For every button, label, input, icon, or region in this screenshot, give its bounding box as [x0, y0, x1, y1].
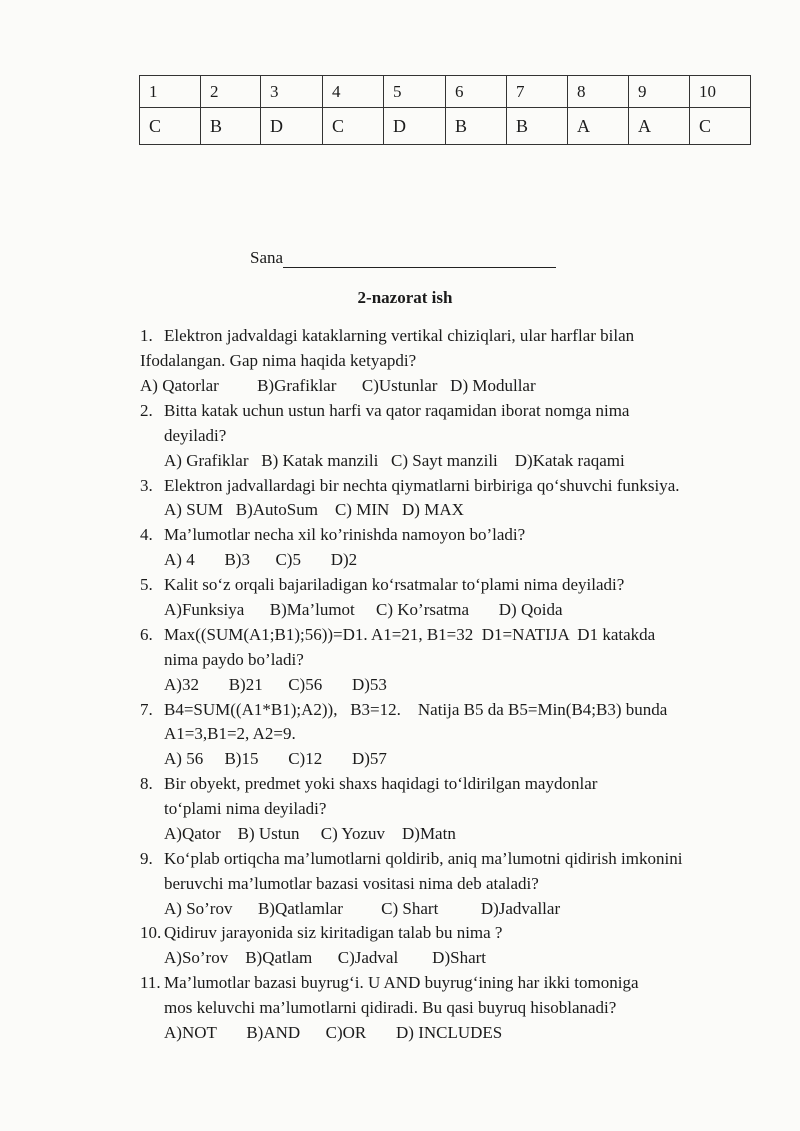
question-text: Ma’lumotlar necha xil ko’rinishda namoyon bo’ladi? — [164, 525, 526, 544]
question-text: beruvchi ma’lumotlar bazasi vositasi nima deb ataladi? — [164, 874, 539, 893]
table-cell: 8 — [568, 76, 629, 108]
question-options: A) SUM B)AutoSum C) MIN D) MAX — [164, 500, 464, 519]
question-options: A) Qatorlar B)Grafiklar C)Ustunlar D) Modullar — [140, 376, 536, 395]
question-options: A) So’rov B)Qatlamlar C) Shart D)Jadvallar — [164, 899, 561, 918]
table-cell: A — [629, 108, 690, 145]
question-number: 5. — [140, 575, 153, 594]
question-options: A) 4 B)3 C)5 D)2 — [164, 550, 358, 569]
table-cell: 7 — [507, 76, 568, 108]
table-cell: C — [323, 108, 384, 145]
question-number: 3. — [140, 476, 153, 495]
question-number: 2. — [140, 401, 153, 420]
table-cell: B — [201, 108, 261, 145]
question-options: A)NOT B)AND C)OR D) INCLUDES — [164, 1023, 503, 1042]
question-number: 10. — [140, 923, 162, 942]
table-cell: 5 — [384, 76, 446, 108]
date-blank-line — [283, 249, 556, 268]
table-cell: A — [568, 108, 629, 145]
question-text: Elektron jadvallardagi bir nechta qiymatlarni birbiriga qo‘shuvchi funksiya. — [164, 476, 680, 495]
question-text: Ma’lumotlar bazasi buyrug‘i. U AND buyrug‘ining har ikki tomoniga — [164, 973, 639, 992]
question-text: to‘plami nima deyiladi? — [164, 799, 327, 818]
question-options: A)Funksiya B)Ma’lumot C) Ko’rsatma D) Qoida — [164, 600, 563, 619]
question-number: 7. — [140, 700, 153, 719]
answer-key-numbers-row — [140, 76, 751, 108]
question-text: Max((SUM(A1;B1);56))=D1. A1=21, B1=32 D1=NATIJA D1 katakda — [164, 625, 656, 644]
question-text: Qidiruv jarayonida siz kiritadigan talab bu nima ? — [164, 923, 503, 942]
question-number: 6. — [140, 625, 153, 644]
question-text: Elektron jadvaldagi kataklarning vertikal chiziqlari, ular harflar bilan — [164, 326, 635, 345]
table-cell: 4 — [323, 76, 384, 108]
date-label: Sana — [250, 248, 284, 267]
question-text: nima paydo bo’ladi? — [164, 650, 304, 669]
table-cell: 3 — [261, 76, 323, 108]
table-cell: D — [384, 108, 446, 145]
question-text: Ifodalangan. Gap nima haqida ketyapdi? — [140, 351, 417, 370]
table-cell: D — [261, 108, 323, 145]
question-text: mos keluvchi ma’lumotlarni qidiradi. Bu qasi buyruq hisoblanadi? — [164, 998, 617, 1017]
question-text: Kalit so‘z orqali bajariladigan ko‘rsatmalar to‘plami nima deyiladi? — [164, 575, 625, 594]
table-cell: B — [507, 108, 568, 145]
question-options: A) 56 B)15 C)12 D)57 — [164, 749, 387, 768]
table-cell: C — [690, 108, 751, 145]
table-cell: 10 — [690, 76, 751, 108]
table-cell: C — [140, 108, 201, 145]
question-options: A) Grafiklar B) Katak manzili C) Sayt manzili D)Katak raqami — [164, 451, 625, 470]
question-text: A1=3,B1=2, A2=9. — [164, 724, 296, 743]
question-number: 1. — [140, 326, 153, 345]
table-cell: 1 — [140, 76, 201, 108]
table-cell: 6 — [446, 76, 507, 108]
question-text: Ko‘plab ortiqcha ma’lumotlarni qoldirib, aniq ma’lumotni qidirish imkonini — [164, 849, 683, 868]
answer-key-table — [139, 75, 751, 145]
question-options: A)So’rov B)Qatlam C)Jadval D)Shart — [164, 948, 487, 967]
page-title: 2-nazorat ish — [357, 288, 453, 307]
question-options: A)32 B)21 C)56 D)53 — [164, 675, 387, 694]
question-text: B4=SUM((A1*B1);A2)), B3=12. Natija B5 da B5=Min(B4;B3) bunda — [164, 700, 668, 719]
table-cell: 9 — [629, 76, 690, 108]
question-number: 8. — [140, 774, 153, 793]
question-text: Bitta katak uchun ustun harfi va qator raqamidan iborat nomga nima — [164, 401, 630, 420]
question-number: 11. — [140, 973, 161, 992]
answer-key-answers-row — [140, 108, 751, 145]
table-cell: B — [446, 108, 507, 145]
question-options: A)Qator B) Ustun C) Yozuv D)Matn — [164, 824, 456, 843]
question-text: deyiladi? — [164, 426, 227, 445]
table-cell: 2 — [201, 76, 261, 108]
question-text: Bir obyekt, predmet yoki shaxs haqidagi to‘ldirilgan maydonlar — [164, 774, 598, 793]
question-number: 4. — [140, 525, 153, 544]
date-field — [250, 248, 556, 268]
question-number: 9. — [140, 849, 153, 868]
